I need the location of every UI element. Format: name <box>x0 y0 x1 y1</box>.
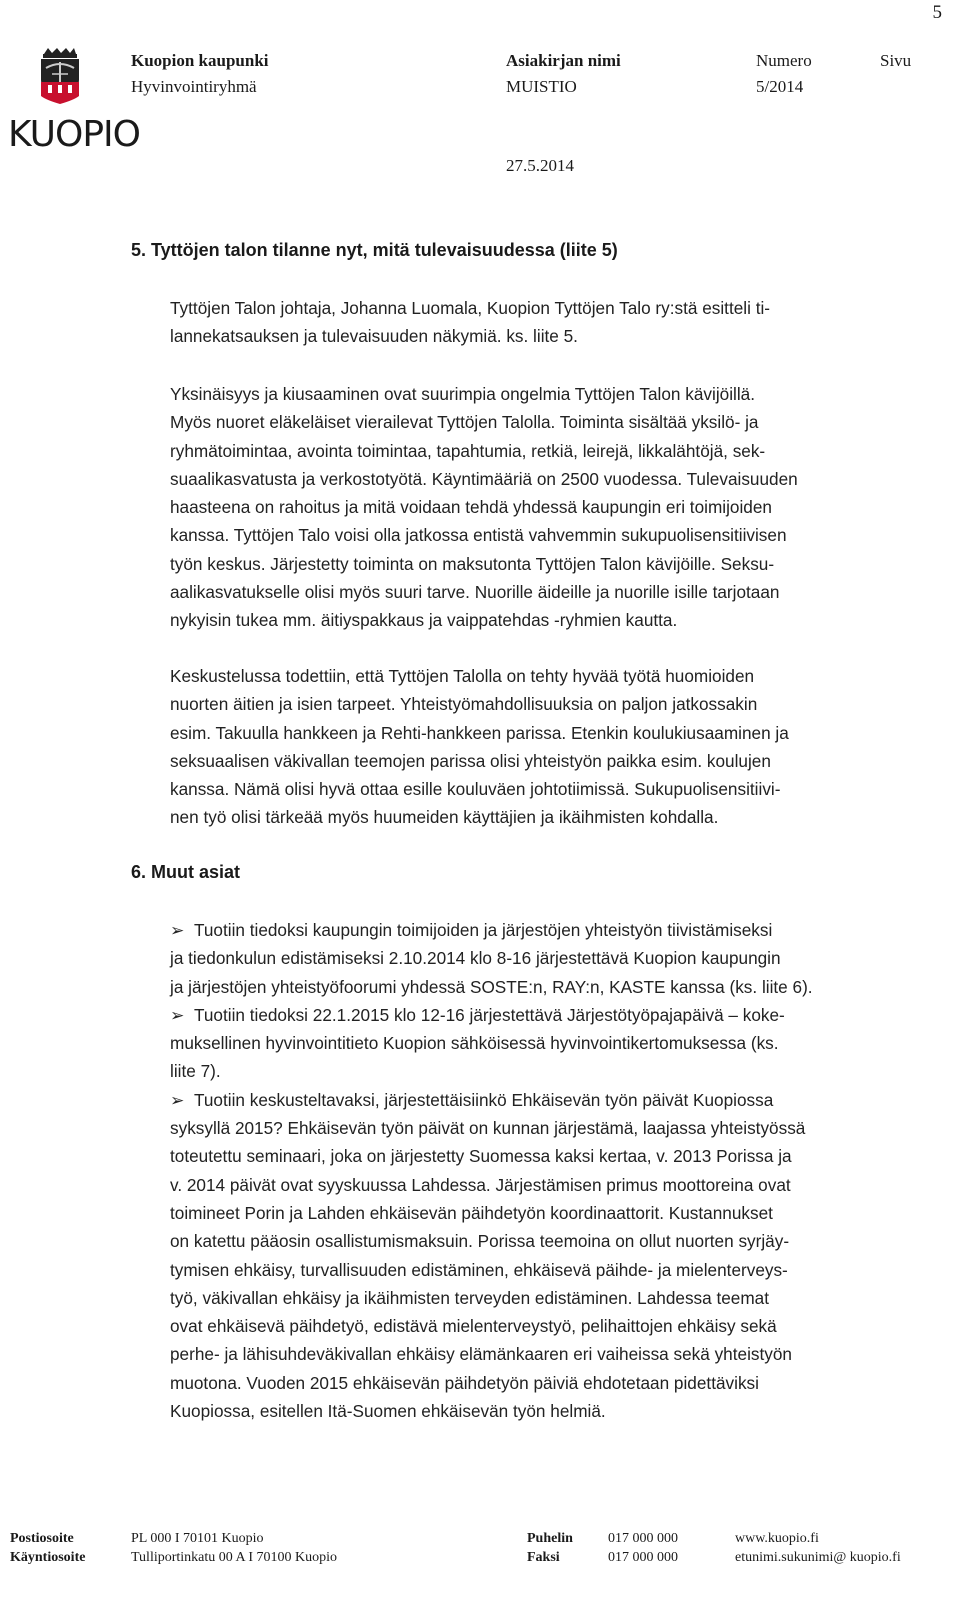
text-line: lannekatsauksen ja tulevaisuuden näkymiä. ks. liite 5. <box>170 326 578 347</box>
text-line: Tuotiin tiedoksi 22.1.2015 klo 12-16 järjestettävä Järjestötyöpajapäivä – koke- <box>194 1004 785 1025</box>
bullet-item <box>170 916 945 1001</box>
text-line: haasteena on rahoitus ja mitä voidaan tehdä yhdessä kaupungin eri toimijoiden <box>170 497 772 518</box>
footer-email-link[interactable]: etunimi.sukunimi@ kuopio.fi <box>735 1550 901 1565</box>
footer-postal-value: PL 000 I 70101 Kuopio <box>131 1531 264 1546</box>
kuopio-logo <box>8 48 140 156</box>
text-line: Tuotiin tiedoksi kaupungin toimijoiden ja järjestöjen yhteistyön tiivistämiseksi <box>194 920 773 940</box>
footer-phone-value: 017 000 000 <box>608 1531 678 1546</box>
section-5-para-3 <box>170 662 940 832</box>
bullet-item <box>170 1001 945 1086</box>
document-date: 27.5.2014 <box>506 156 574 175</box>
text-line: nykyisin tukea mm. äitiyspakkaus ja vaippatehdas -ryhmien kautta. <box>170 610 678 631</box>
text-line: ja tiedonkulun edistämiseksi 2.10.2014 klo 8-16 järjestettävä Kuopion kaupungin <box>170 948 781 969</box>
bullet-item <box>170 1086 945 1426</box>
number-value: 5/2014 <box>756 77 804 96</box>
text-line: kanssa. Tyttöjen Talo voisi olla jatkossa entistä vahvemmin sukupuolisensitiivisen <box>170 525 787 546</box>
arrow-bullet-icon: ➢ <box>170 1089 185 1110</box>
doc-label: Asiakirjan nimi <box>506 51 621 70</box>
text-line: muksellinen hyvinvointitieto Kuopion sähköisessä hyvinvointikertomuksessa (ks. <box>170 1033 779 1054</box>
page-number: 5 <box>932 2 942 23</box>
text-line: Keskustelussa todettiin, että Tyttöjen Talolla on tehty hyvää työtä huomioiden <box>170 666 755 686</box>
text-line: Myös nuoret eläkeläiset vierailevat Tyttöjen Talolla. Toiminta sisältää yksilö- ja <box>170 412 759 433</box>
text-line: toimineet Porin ja Lahden ehkäisevän päihdetyön koordinaattorit. Kustannukset <box>170 1202 773 1223</box>
footer-website-link[interactable]: www.kuopio.fi <box>735 1531 819 1546</box>
footer-fax-value: 017 000 000 <box>608 1550 678 1565</box>
text-line: Tyttöjen Talon johtaja, Johanna Luomala, Kuopion Tyttöjen Talo ry:stä esitteli ti- <box>170 298 771 318</box>
text-line: nuorten äitien ja isien tarpeet. Yhteistyömahdollisuuksia on paljon jatkossakin <box>170 694 758 715</box>
section-5-title: 5. Tyttöjen talon tilanne nyt, mitä tulevaisuudessa (liite 5) <box>131 240 618 260</box>
number-label: Numero <box>756 51 812 70</box>
text-line: liite 7). <box>170 1061 221 1082</box>
section-5-para-2 <box>170 380 940 635</box>
page-label: Sivu <box>880 51 912 70</box>
text-line: aalikasvatukselle olisi myös suuri tarve. Nuorille äideille ja nuorille isille tarjotaan <box>170 582 780 603</box>
text-line: Kuopiossa, esitellen Itä-Suomen ehkäisevän työn helmiä. <box>170 1401 606 1422</box>
text-line: syksyllä 2015? Ehkäisevän työn päivät on kunnan järjestämä, laajassa yhteistyössä <box>170 1118 806 1139</box>
section-5-para-1 <box>170 294 940 351</box>
text-line: esim. Takuulla hankkeen ja Rehti-hankkeen parissa. Etenkin koulukiusaaminen ja <box>170 722 789 743</box>
text-line: Yksinäisyys ja kiusaaminen ovat suurimpia ongelmia Tyttöjen Talon kävijöillä. <box>170 384 755 404</box>
text-line: seksuaalisen väkivallan teemojen parissa olisi yhteistyön paikka esim. koulujen <box>170 750 771 771</box>
text-line: nen työ olisi tärkeää myös huumeiden käyttäjien ja ikäihmisten kohdalla. <box>170 807 719 828</box>
text-line: v. 2014 päivät ovat syyskuussa Lahdessa. Järjestämisen primus moottoreina ovat <box>170 1174 791 1195</box>
arrow-bullet-icon: ➢ <box>170 920 185 940</box>
text-line: toteutettu seminaari, joka on järjestetty Suomessa kaksi kertaa, v. 2013 Porissa ja <box>170 1146 792 1167</box>
text-line: Tuotiin keskusteltavaksi, järjestettäisiinkö Ehkäisevän työn päivät Kuopiossa <box>194 1089 774 1110</box>
text-line: muotona. Vuoden 2015 ehkäisevän päihdetyön päiviä ehdotetaan pidettäviksi <box>170 1372 759 1393</box>
text-line: ovat ehkäisevä päihdetyö, edistävä mielenterveystyö, pelihaittojen ehkäisy sekä <box>170 1316 777 1337</box>
org-value: Hyvinvointiryhmä <box>131 77 257 96</box>
footer-visit-label: Käyntiosoite <box>10 1550 86 1565</box>
footer-postal-label: Postiosoite <box>10 1531 74 1546</box>
text-line: on katettu pääosin osallistumismaksuin. Porissa teemoina on ollut nuorten syrjäy- <box>170 1231 790 1252</box>
arrow-bullet-icon: ➢ <box>170 1004 185 1025</box>
footer-visit-value: Tulliportinkatu 00 A I 70100 Kuopio <box>131 1550 338 1565</box>
section-6-bullets <box>170 916 945 1425</box>
org-label: Kuopion kaupunki <box>131 51 269 70</box>
footer-phone-label: Puhelin <box>527 1531 573 1546</box>
text-line: ryhmätoimintaa, avointa toimintaa, tapahtumia, retkiä, leirejä, likkalähtöjä, sek- <box>170 440 766 461</box>
text-line: tymisen ehkäisy, turvallisuuden edistäminen, ehkäisevä päihde- ja mielenterveys- <box>170 1259 788 1280</box>
footer-fax-label: Faksi <box>527 1550 560 1565</box>
text-line: ja järjestöjen yhteistyöfoorumi yhdessä SOSTE:n, RAY:n, KASTE kanssa (ks. liite 6). <box>170 976 813 997</box>
section-6-title: 6. Muut asiat <box>131 862 241 882</box>
logo-wordmark: KUOPIO <box>8 114 140 155</box>
text-line: työ, väkivallan ehkäisy ja ikäihmisten terveyden edistäminen. Lahdessa teemat <box>170 1287 770 1308</box>
text-line: kanssa. Nämä olisi hyvä ottaa esille kouluväen johtotiimissä. Sukupuolisensitiivi- <box>170 779 781 800</box>
text-line: suaalikasvatusta ja verkostotyötä. Käyntimääriä on 2500 vuodessa. Tulevaisuuden <box>170 468 798 489</box>
doc-value: MUISTIO <box>506 77 577 96</box>
text-line: työn keskus. Järjestetty toiminta on maksutonta Tyttöjen Talon kävijöille. Seksu- <box>170 553 775 574</box>
text-line: perhe- ja lähisuhdeväkivallan ehkäisy elämänkaaren eri vaiheissa sekä yhteistyön <box>170 1344 792 1365</box>
